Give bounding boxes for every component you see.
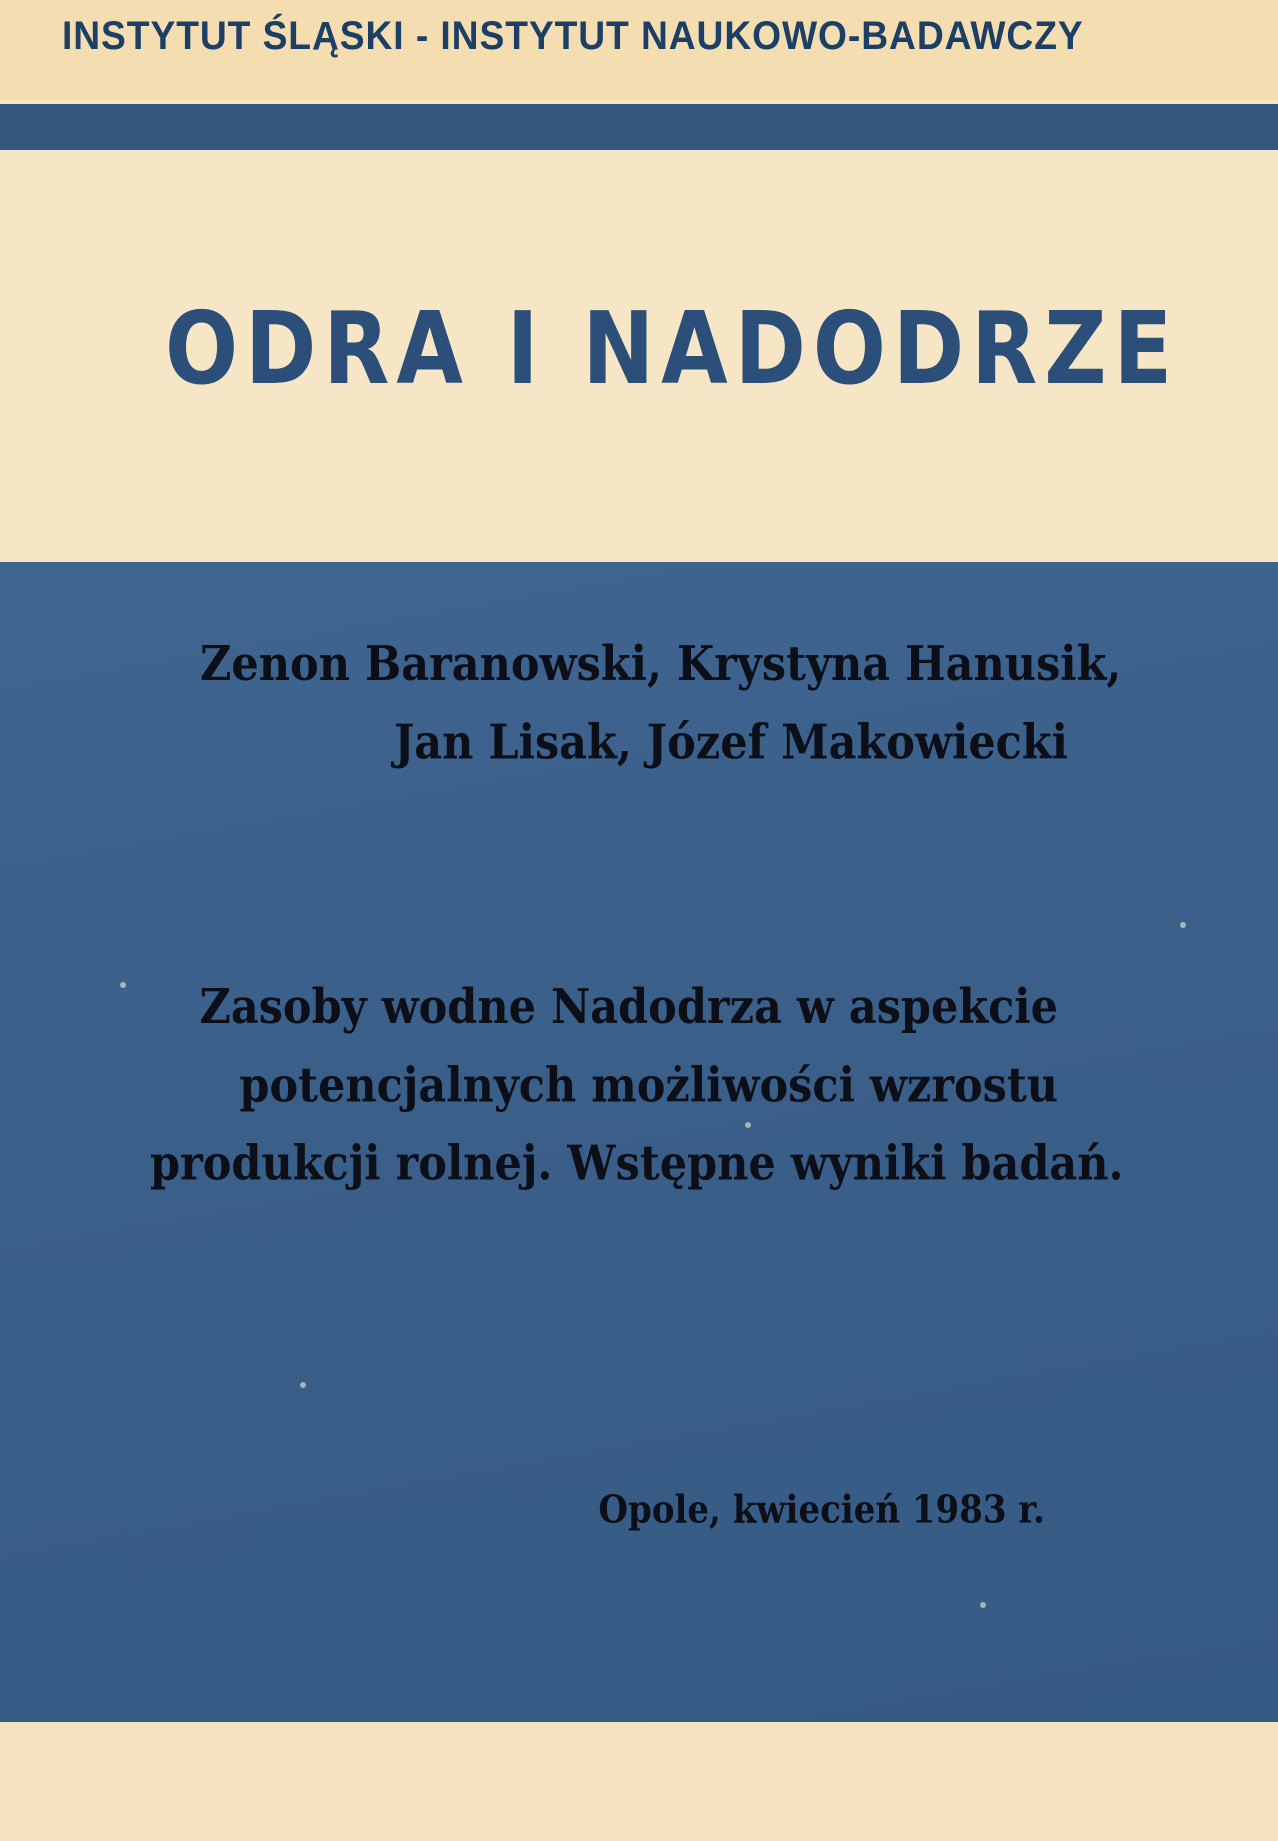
institute-header <box>0 0 1278 100</box>
paper-speck <box>300 1382 306 1388</box>
top-blue-band <box>0 104 1278 150</box>
subtitle-line-2: potencjalnych możliwości wzrostu <box>239 1057 1058 1114</box>
institute-name: INSTYTUT ŚLĄSKI - INSTYTUT NAUKOWO-BADAWCZY <box>62 14 1084 58</box>
bottom-margin <box>0 1722 1278 1841</box>
place-and-date: Opole, kwiecień 1983 r. <box>598 1488 1045 1533</box>
authors-line-1: Zenon Baranowski, Krystyna Hanusik, <box>200 636 1122 693</box>
subtitle-line-1: Zasoby wodne Nadodrza w aspekcie <box>199 979 1058 1036</box>
paper-speck <box>980 1602 986 1608</box>
authors-line-2: Jan Lisak, Józef Makowiecki <box>393 714 1068 771</box>
paper-speck <box>1180 922 1186 928</box>
subtitle <box>150 968 1124 1203</box>
authors <box>200 625 1122 782</box>
book-title: ODRA I NADODRZE <box>165 290 1180 407</box>
paper-speck <box>120 982 126 988</box>
subtitle-line-3: produkcji rolnej. Wstępne wyniki badań. <box>150 1136 1124 1192</box>
